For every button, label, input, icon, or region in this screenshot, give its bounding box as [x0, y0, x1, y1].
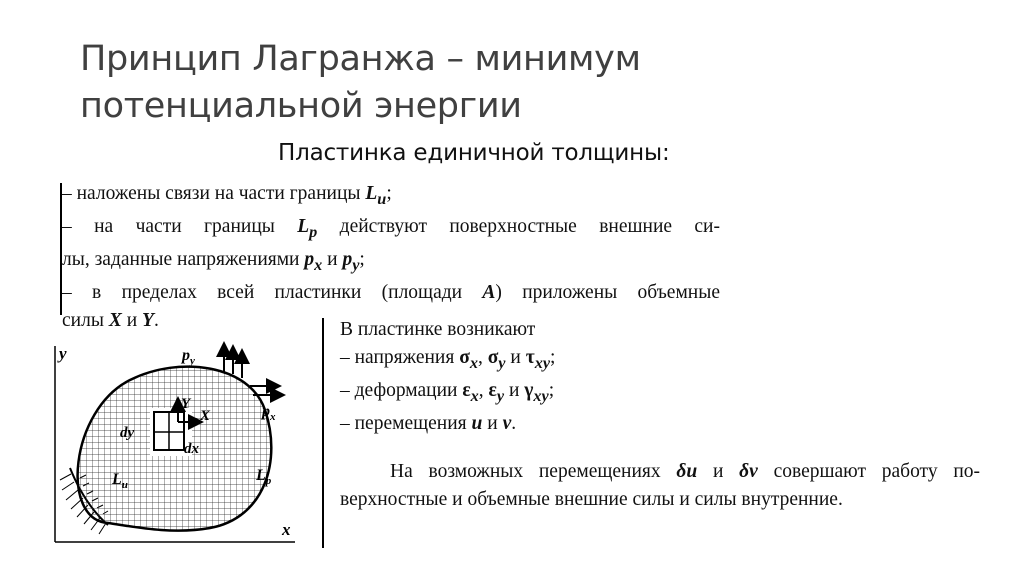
slide-subtitle: Пластинка единичной толщины: — [278, 140, 670, 166]
dx-label: dx — [184, 441, 199, 457]
Lu-label: $L_u$ — [112, 471, 128, 491]
plate-figure — [50, 340, 300, 550]
axis-y-label: y — [59, 344, 67, 363]
title-line-2: потенциальной энергии — [80, 86, 522, 126]
effects-stresses: – напряжения $\sigma_x$, $\sigma_y$ и $\tau_{xy}$; — [340, 347, 556, 372]
effects-displacements: – перемещения u и v. — [340, 412, 517, 434]
conditions-list — [62, 180, 720, 335]
virtual-work-paragraph — [340, 458, 980, 514]
axis-x-label: x — [282, 520, 291, 539]
virtual-work-line-2: верхностные и объемные внешние силы и силы внутренние. — [340, 489, 843, 510]
condition-line-3: лы, заданные напряжениями $p_x$ и $p_y$; — [62, 248, 365, 274]
slide-title — [80, 36, 780, 130]
condition-line-1: – наложены связи на части границы $L_u$; — [62, 183, 392, 208]
dy-label: dy — [120, 425, 135, 441]
py-label: $p_y$ — [182, 347, 195, 367]
Lp-label: $L_p$ — [256, 467, 272, 487]
condition-line-2: – на части границы $L_p$ действуют поверхностные внешние си- — [62, 215, 720, 241]
effects-list — [340, 316, 555, 438]
figure-margin-bar — [322, 318, 324, 548]
Y-label: Y — [181, 396, 191, 412]
X-label: X — [200, 408, 211, 424]
condition-line-4: – в пределах всей пластинки (площади A) приложены объемные — [62, 281, 720, 303]
condition-line-5: силы X и Y. — [62, 309, 159, 331]
effects-heading: В пластинке возникают — [340, 319, 536, 340]
effects-strains: – деформации $\varepsilon_x$, $\varepsilon_y$ и $\gamma_{xy}$; — [340, 379, 555, 405]
title-line-1: Принцип Лагранжа – минимум — [80, 39, 641, 79]
px-label: $p_x$ — [262, 403, 276, 423]
virtual-work-line-1: На возможных перемещениях δu и δv совершают работу по- — [390, 461, 981, 482]
